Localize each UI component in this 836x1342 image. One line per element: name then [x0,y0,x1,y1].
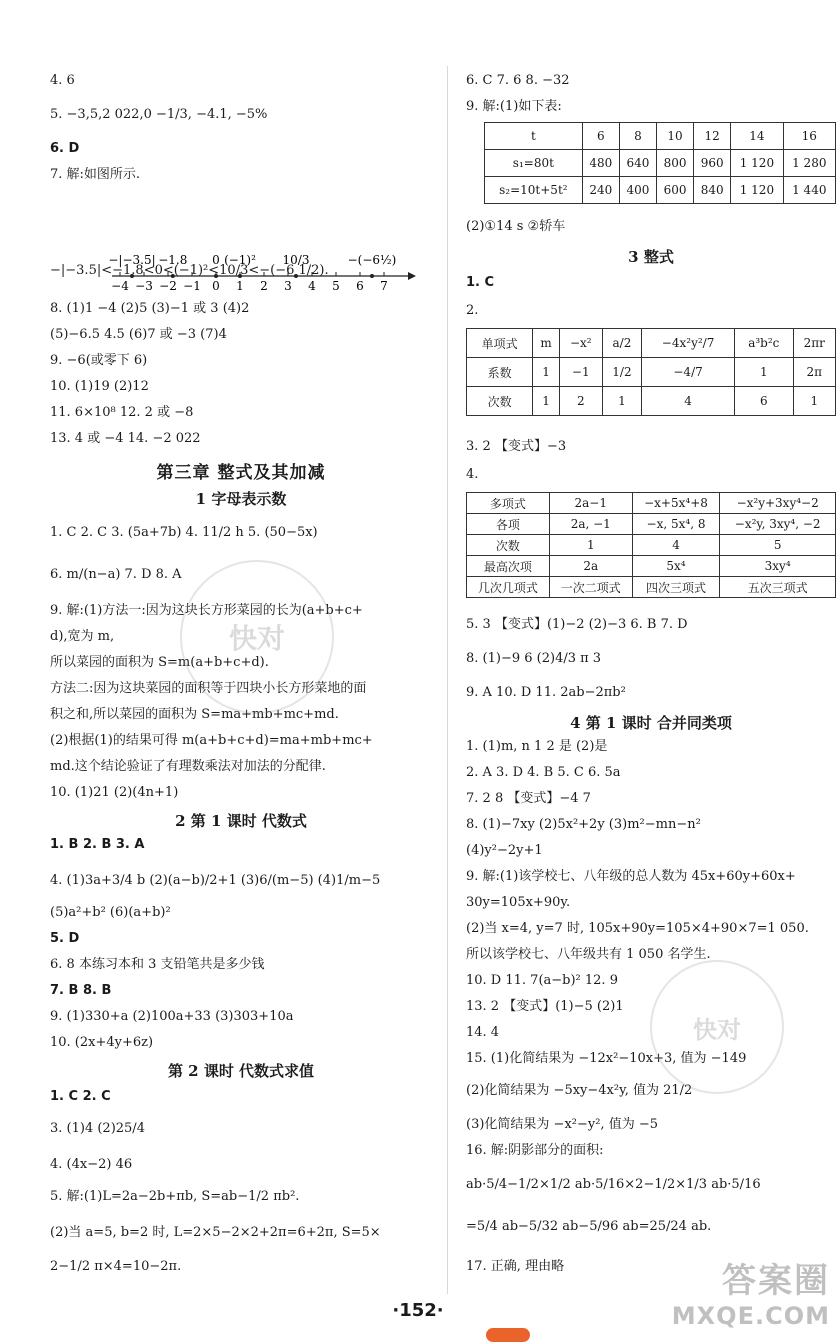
number-line-tick-label: −4 [111,279,129,293]
number-line-tick-label: 1 [236,279,244,293]
number-line-tick-label: 7 [380,279,388,293]
table-cell: 1 [735,358,793,387]
answer-line: 1. C [466,275,495,290]
answer-line: 9. −6(或零下 6) [50,353,148,368]
watermark-stamp: 快对 [650,960,784,1094]
answer-line: 2−1/2 π×4=10−2π. [50,1259,182,1274]
answer-line: 积之和,所以菜园的面积为 S=ma+mb+mc+md. [50,707,339,722]
number-line-tick-label: 0 [212,279,220,293]
table-cell: 6 [582,123,619,150]
table-row [467,358,836,387]
answer-line: ab·5/4−1/2×1/2 ab·5/16×2−1/2×1/3 ab·5/16 [466,1177,761,1192]
answer-line: (4)y²−2y+1 [466,843,543,858]
table-cell: 3xy⁴ [720,556,836,577]
table-cell: 2a [549,556,632,577]
table-cell: 6 [735,387,793,416]
answer-line: 9. 解:(1)如下表: [466,99,562,114]
table-cell: −x²y+3xy⁴−2 [720,493,836,514]
table-cell: 单项式 [467,329,533,358]
table-cell: 480 [582,150,619,177]
table-cell: 240 [582,177,619,204]
table-cell: 1 440 [783,177,835,204]
number-line-tick-label: 4 [308,279,316,293]
answer-line: 9. 解:(1)该学校七、八年级的总人数为 45x+60y+60x+ [466,869,796,884]
answer-line: 1. C 2. C [50,1089,111,1104]
table-cell: −4x²y²/7 [642,329,735,358]
monomial-table [466,328,836,416]
answer-line: 9. A 10. D 11. 2ab−2πb² [466,685,626,700]
answer-line: 1. (1)m, n 1 2 是 (2)是 [466,739,608,754]
table-cell: 1/2 [602,358,641,387]
table-cell: 960 [694,150,731,177]
table-cell: 5x⁴ [632,556,720,577]
table-cell: 次数 [467,535,550,556]
table-cell: 1 280 [783,150,835,177]
table-cell: 14 [731,123,783,150]
table-row [485,150,836,177]
answer-line: 所以菜园的面积为 S=m(a+b+c+d). [50,655,269,670]
answer-line: 6. D [50,141,80,156]
answer-line: 6. m/(n−a) 7. D 8. A [50,567,182,582]
number-line-tick-label: 5 [332,279,340,293]
answer-line: 10. (2x+4y+6z) [50,1035,154,1050]
table-row [485,177,836,204]
answer-line: 9. (1)330+a (2)100a+33 (3)303+10a [50,1009,294,1024]
answer-line: (2)①14 s ②轿车 [466,219,566,234]
table-cell: −x, 5x⁴, 8 [632,514,720,535]
table-cell: 10 [656,123,693,150]
answer-line: md.这个结论验证了有理数乘法对加法的分配律. [50,759,326,774]
answer-line: (5)−6.5 4.5 (6)7 或 −3 (7)4 [50,327,227,342]
answer-line: 11. 6×10⁸ 12. 2 或 −8 [50,405,194,420]
table-cell: 四次三项式 [632,577,720,598]
polynomial-table [466,492,836,598]
table-cell: 次数 [467,387,533,416]
answer-line: 7. 2 8 【变式】−4 7 [466,791,591,806]
table-cell: 一次二项式 [549,577,632,598]
answer-line: 6. C 7. 6 8. −32 [466,73,570,88]
answer-line: 4. [466,467,479,482]
table-cell: 800 [656,150,693,177]
answer-line: 5. 解:(1)L=2a−2b+πb, S=ab−1/2 πb². [50,1189,300,1204]
page-number: ·152· [392,1300,444,1321]
answer-line: 13. 2 【变式】(1)−5 (2)1 [466,999,624,1014]
table-row [467,556,836,577]
table-cell: t [485,123,583,150]
answer-line: 10. (1)21 (2)(4n+1) [50,785,179,800]
answer-line: (2)当 a=5, b=2 时, L=2×5−2×2+2π=6+2π, S=5× [50,1225,381,1240]
section-title: 4 第 1 课时 合并同类项 [570,714,732,732]
answer-line: (2)根据(1)的结果可得 m(a+b+c+d)=ma+mb+mc+ [50,733,373,748]
number-line-point-label: 0 [212,253,220,267]
table-row [467,387,836,416]
table-cell: s₂=10t+5t² [485,177,583,204]
table-cell: 4 [632,535,720,556]
answer-line: 13. 4 或 −4 14. −2 022 [50,431,201,446]
column-divider [447,66,448,1294]
table-cell: 600 [656,177,693,204]
table-cell: 1 [602,387,641,416]
table-cell: −x² [559,329,602,358]
number-line-point-label: −(−6½) [347,253,397,267]
table-cell: a³b²c [735,329,793,358]
answer-line: 3. (1)4 (2)25/4 [50,1121,145,1136]
table-row [467,329,836,358]
answer-line: 10. (1)19 (2)12 [50,379,149,394]
watermark-stamp: 快对 [180,560,334,714]
table-cell: 1 120 [731,150,783,177]
table-row [467,514,836,535]
number-line-tick-label: 6 [356,279,364,293]
answer-line: 5. D [50,931,80,946]
answer-line: 30y=105x+90y. [466,895,571,910]
section-title: 第 2 课时 代数式求值 [167,1062,315,1080]
table-cell: 1 [793,387,835,416]
table-cell: −x²y, 3xy⁴, −2 [720,514,836,535]
answer-line: =5/4 ab−5/32 ab−5/96 ab=25/24 ab. [466,1219,712,1234]
answer-line: (2)当 x=4, y=7 时, 105x+90y=105×4+90×7=1 050. [466,921,809,936]
answer-line: 所以该学校七、八年级共有 1 050 名学生. [466,947,711,962]
table-cell: 1 120 [731,177,783,204]
answer-line: 14. 4 [466,1025,500,1040]
table-cell: 1 [549,535,632,556]
brand-domain: MXQE.COM [671,1302,830,1330]
answer-line: 方法二:因为这块菜园的面积等于四块小长方形菜地的面 [50,681,367,696]
table-cell: 640 [619,150,656,177]
answer-line: 16. 解:阴影部分的面积: [466,1143,604,1158]
table-cell: 多项式 [467,493,550,514]
table-cell: 400 [619,177,656,204]
table-cell: −4/7 [642,358,735,387]
table-cell: −x+5x⁴+8 [632,493,720,514]
answer-line: 7. 解:如图所示. [50,167,141,182]
number-line-tick-label: 2 [260,279,268,293]
table-cell: 4 [642,387,735,416]
answer-line: 5. 3 【变式】(1)−2 (2)−3 6. B 7. D [466,617,688,632]
number-line-tick-label: 3 [284,279,292,293]
section-title: 2 第 1 课时 代数式 [175,812,307,830]
answer-line: 17. 正确, 理由略 [466,1259,565,1274]
answer-line: 8. (1)−7xy (2)5x²+2y (3)m²−mn−n² [466,817,701,832]
number-line-tick-label: −1 [183,279,201,293]
section-title: 1 字母表示数 [195,490,287,508]
table-cell: a/2 [602,329,641,358]
answer-line: (5)a²+b² (6)(a+b)² [50,905,171,920]
answer-line: 10. D 11. 7(a−b)² 12. 9 [466,973,618,988]
table-cell: 1 [533,387,559,416]
number-line-tick-label: −2 [159,279,177,293]
answer-line: (2)化简结果为 −5xy−4x²y, 值为 21/2 [466,1083,693,1098]
answer-line: 6. 8 本练习本和 3 支铅笔共是多少钱 [50,957,265,972]
answer-line: d),宽为 m, [50,629,115,644]
answer-line: (3)化简结果为 −x²−y², 值为 −5 [466,1117,658,1132]
table-cell: 12 [694,123,731,150]
answer-line: 5. −3,5,2 022,0 −1/3, −4.1, −5% [50,107,268,122]
table-cell: 各项 [467,514,550,535]
distance-table [484,122,836,204]
number-line-point [370,274,374,278]
number-line-point-label: −|−3.5| [108,253,156,267]
table-cell: 2π [793,358,835,387]
table-cell: 五次三项式 [720,577,836,598]
table-cell: 2a, −1 [549,514,632,535]
answer-line: 3. 2 【变式】−3 [466,439,567,454]
table-cell: s₁=80t [485,150,583,177]
number-line-point-label: (−1)² [224,253,256,267]
brand-watermark [672,1253,830,1330]
answer-line: 7. B 8. B [50,983,112,998]
number-line-tick-label: −3 [135,279,153,293]
answer-line: 4. (4x−2) 46 [50,1157,133,1172]
table-cell: 系数 [467,358,533,387]
table-cell: 最高次项 [467,556,550,577]
table-row [485,123,836,150]
table-cell: 2a−1 [549,493,632,514]
table-cell: 1 [533,358,559,387]
answer-line: 2. A 3. D 4. B 5. C 6. 5a [466,765,621,780]
answer-line: 8. (1)−9 6 (2)4/3 π 3 [466,651,602,666]
answer-line: −|−3.5|<−1.8<0<(−1)²<10/3<−(−6 1/2). [50,263,329,278]
answer-line: 15. (1)化简结果为 −12x²−10x+3, 值为 −149 [466,1051,747,1066]
answer-line: 1. B 2. B 3. A [50,837,145,852]
table-row [467,493,836,514]
table-cell: 16 [783,123,835,150]
table-cell: 840 [694,177,731,204]
table-cell: 5 [720,535,836,556]
brand-logo-text: 答案圈 [722,1261,830,1301]
answer-line: 1. C 2. C 3. (5a+7b) 4. 11/2 h 5. (50−5x) [50,525,318,540]
answer-line: 4. (1)3a+3/4 b (2)(a−b)/2+1 (3)6/(m−5) (4)1/m−5 [50,873,381,888]
answer-line: 9. 解:(1)方法一:因为这块长方形菜园的长为(a+b+c+ [50,603,363,618]
table-cell: −1 [559,358,602,387]
table-row [467,535,836,556]
answer-line: 4. 6 [50,73,75,88]
orange-tab-marker [486,1328,530,1342]
answer-line: 2. [466,303,479,318]
number-line-point-label: 10/3 [282,253,310,267]
number-line-point-label: −1.8 [158,253,188,267]
table-cell: 2 [559,387,602,416]
answer-line: 8. (1)1 −4 (2)5 (3)−1 或 3 (4)2 [50,301,250,316]
table-cell: 几次几项式 [467,577,550,598]
table-cell: m [533,329,559,358]
chapter-title: 第三章 整式及其加减 [156,463,326,483]
table-cell: 8 [619,123,656,150]
table-cell: 2πr [793,329,835,358]
section-title: 3 整式 [628,248,674,266]
table-row [467,577,836,598]
